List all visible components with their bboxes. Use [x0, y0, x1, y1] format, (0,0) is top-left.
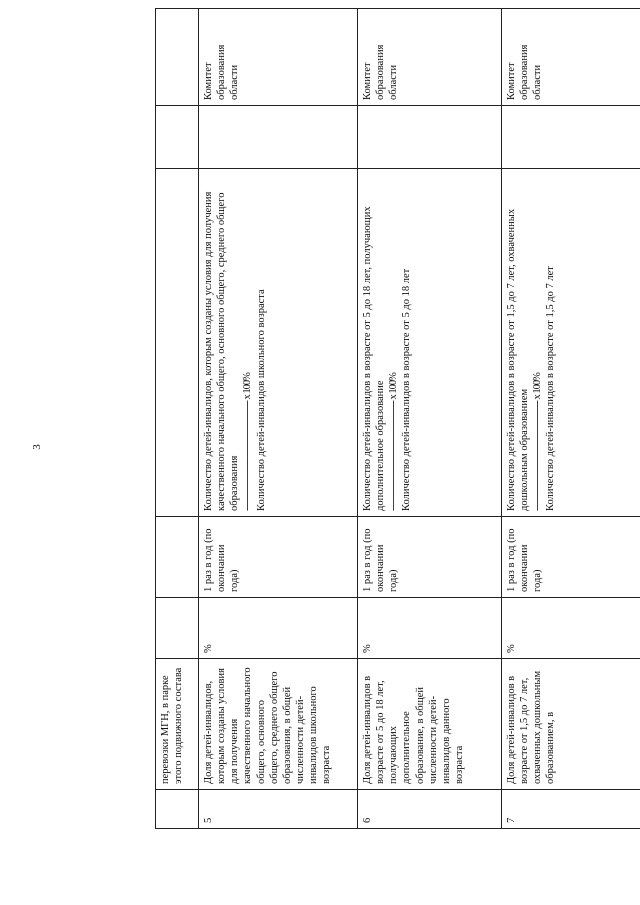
cell-responsible: [156, 9, 199, 106]
formula-fraction-line: -------------------------------------------- х 100%: [532, 373, 544, 511]
cell-responsible: Комитет образования области: [199, 9, 358, 106]
cell-formula: [156, 169, 199, 517]
formula-denominator: Количество детей-инвалидов в возрасте от 5 до 18 лет: [401, 268, 413, 511]
cell-unit: %: [199, 598, 358, 659]
cell-blank: [358, 106, 502, 169]
cell-blank: [156, 106, 199, 169]
cell-blank: [199, 106, 358, 169]
cell-responsible: Комитет образования области: [502, 9, 640, 106]
cell-unit: %: [502, 598, 640, 659]
cell-responsible: Комитет образования области: [358, 9, 502, 106]
cell-name: Доля детей-инвалидов, которым созданы условия для получения качественного начального общего, основного общего, среднего общего образования, в общей численности детей-инвалидов школьного возраста: [199, 659, 358, 790]
cell-name: Доля детей-инвалидов в возрасте от 5 до 18 лет, получающих дополнительное образование, в общей численности детей-инвалидов данного возраста: [358, 659, 502, 790]
cell-num: 6: [358, 790, 502, 829]
cell-formula: [358, 169, 502, 517]
formula-numerator: Количество детей-инвалидов в возрасте от 5 до 18 лет, получающих дополнительное образование: [362, 206, 387, 511]
table-row: [156, 9, 199, 829]
cell-frequency: 1 раз в год (по окончании года): [502, 517, 640, 598]
formula-denominator: Количество детей-инвалидов в возрасте от 1,5 до 7 лет: [545, 266, 557, 511]
cell-frequency: 1 раз в год (по окончании года): [358, 517, 502, 598]
cell-formula: [199, 169, 358, 517]
cell-num: [156, 790, 199, 829]
cell-unit: %: [358, 598, 502, 659]
cell-unit: [156, 598, 199, 659]
cell-frequency: [156, 517, 199, 598]
cell-num: 5: [199, 790, 358, 829]
cell-num: 7: [502, 790, 640, 829]
cell-name: перевозки МГН, в парке этого подвижного состава: [156, 659, 199, 790]
formula-fraction-line: -------------------------------------------- х 100%: [242, 373, 254, 511]
table-row: [199, 9, 358, 829]
rotated-page-content: [0, 44, 557, 905]
table-row: [358, 9, 502, 829]
cell-frequency: 1 раз в год (по окончании года): [199, 517, 358, 598]
cell-blank: [502, 106, 640, 169]
formula-denominator: Количество детей-инвалидов школьного возраста: [255, 289, 267, 511]
table-row: [502, 9, 640, 829]
cell-formula: [502, 169, 640, 517]
formula-numerator: Количество детей-инвалидов, которым созданы условия для получения качественного начального общего, основного общего, среднего общего образования: [203, 191, 241, 511]
cell-name: Доля детей-инвалидов в возрасте от 1,5 до 7 лет, охваченных дошкольным образованием, в: [502, 659, 640, 790]
formula-fraction-line: -------------------------------------------- х 100%: [388, 373, 400, 511]
page-number: 3: [30, 444, 43, 450]
indicators-table: [155, 8, 640, 829]
formula-numerator: Количество детей-инвалидов в возрасте от 1,5 до 7 лет, охваченных дошкольным образованием: [506, 208, 531, 511]
